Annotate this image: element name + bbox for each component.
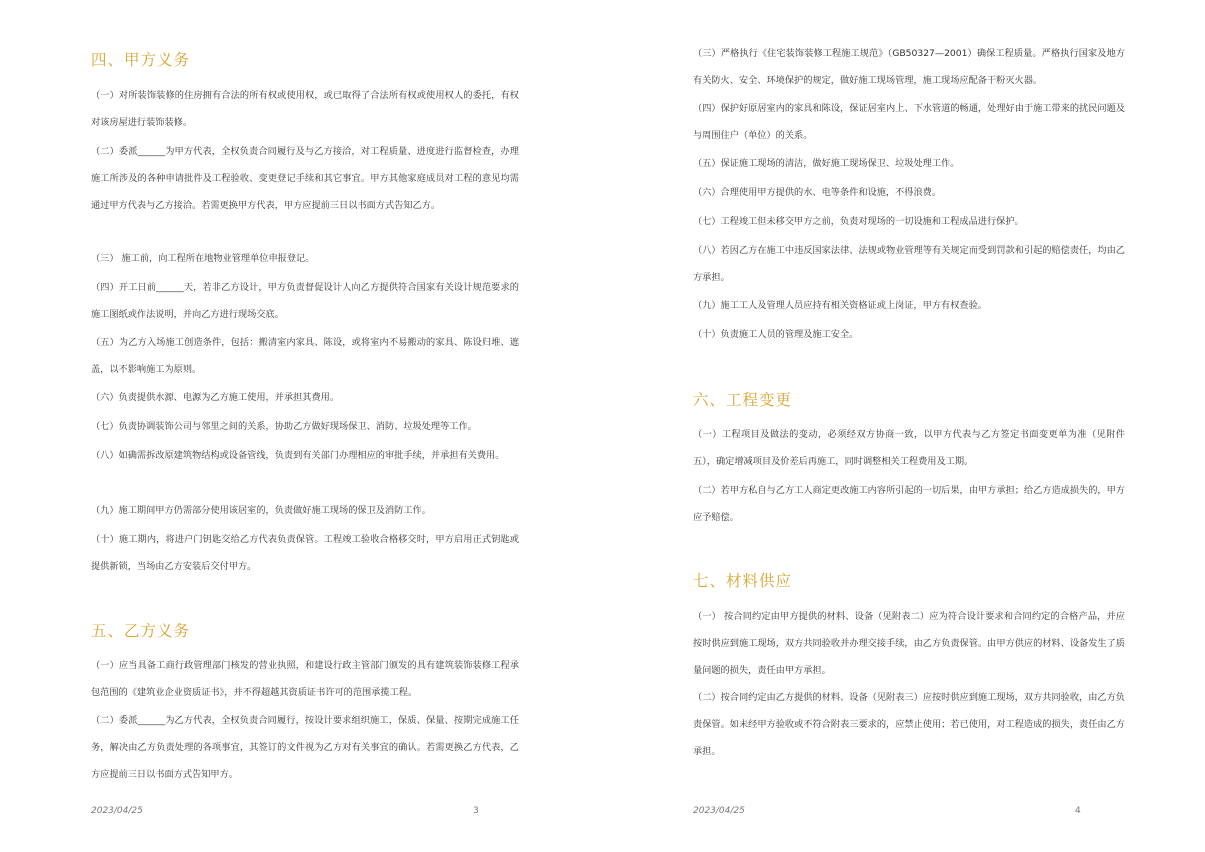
section-7-item-1: （一） 按合同约定由甲方提供的材料、设备（见附表二）应为符合设计要求和合同约定的合格产品，并应按时供应到施工现场，双方共同验收并办理交接手续，由乙方负责保管。由甲方供应的材料、设备发生了质量问题的损失，责任由甲方承担。 — [693, 611, 1125, 676]
section-4-item-4: （四）开工日前______天，若非乙方设计，甲方负责督促设计人向乙方提供符合国家有关设计规范要求的施工图纸或作法说明，并向乙方进行现场交底。 — [91, 282, 519, 320]
section-7-item-2: （二）按合同约定由乙方提供的材料、设备（见附表三）应按时供应到施工现场，双方共同验收，由乙方负责保管。如未经甲方验收或不符合附表三要求的，应禁止使用；若已使用，对工程造成的损失，责任由乙方承担。 — [693, 692, 1125, 757]
section-4-item-3: （三） 施工前，向工程所在地物业管理单位申报登记。 — [91, 253, 315, 264]
section-5-item-5: （五）保证施工现场的清洁，做好施工现场保卫、垃圾处理工作。 — [693, 158, 960, 169]
section-6-item-1: （一）工程项目及做法的变动，必须经双方协商一致，以甲方代表与乙方签定书面变更单为准（见附件五），确定增减项目及价差后再施工，同时调整相关工程费用及工期。 — [693, 429, 1125, 467]
section-4-item-10: （十）施工期内，将进户门钥匙交给乙方代表负责保管。工程竣工验收合格移交时，甲方启用正式钥匙或提供新锁，当场由乙方安装后交付甲方。 — [91, 534, 519, 572]
section-5-item-8: （八）若因乙方在施工中违反国家法律、法规或物业管理等有关规定而受到罚款和引起的赔偿责任，均由乙方承担。 — [693, 245, 1125, 283]
section-5-heading: 五、乙方义务 — [91, 622, 191, 640]
page-4 — [693, 0, 1125, 852]
page-3 — [91, 0, 519, 852]
section-5-item-3: （三）严格执行《住宅装饰装修工程施工规范》（GB50327—2001）确保工程质量。严格执行国家及地方有关防火、安全、环境保护的规定，做好施工现场管理，施工现场应配备干粉灭火器。 — [693, 48, 1125, 86]
section-4-item-8: （八）如确需拆改原建筑物结构或设备管线，负责到有关部门办理相应的审批手续，并承担有关费用。 — [91, 450, 505, 461]
section-5-item-10: （十）负责施工人员的管理及施工安全。 — [693, 329, 859, 340]
page-number: 4 — [1075, 806, 1081, 816]
section-5-item-6: （六）合理使用甲方提供的水、电等条件和设施，不得浪费。 — [693, 187, 942, 198]
section-6-heading: 六、工程变更 — [693, 391, 793, 409]
page-number: 3 — [473, 806, 479, 816]
section-4-item-6: （六）负责提供水源、电源为乙方施工使用，并承担其费用。 — [91, 392, 340, 403]
section-5-item-4: （四）保护好原居室内的家具和陈设，保证居室内上、下水管道的畅通，处理好由于施工带来的扰民问题及与周围住户（单位）的关系。 — [693, 103, 1125, 141]
section-4-item-2: （二）委派______为甲方代表，全权负责合同履行及与乙方接洽，对工程质量、进度进行监督检查，办理施工所涉及的各种申请批件及工程验收、变更登记手续和其它事宜。甲方其他家庭成员对工程的意见均需通过甲方代表与乙方接洽。若需更换甲方代表，甲方应提前三日以书面方式告知乙方。 — [91, 146, 519, 211]
section-4-item-1: （一）对所装饰装修的住房拥有合法的所有权或使用权，或已取得了合法所有权或使用权人的委托，有权对该房屋进行装饰装修。 — [91, 90, 519, 128]
section-5-item-1: （一）应当具备工商行政管理部门核发的营业执照，和建设行政主管部门颁发的具有建筑装饰装修工程承包范围的《建筑业企业资质证书》，并不得超越其资质证书许可的范围承揽工程。 — [91, 660, 519, 698]
footer-date: 2023/04/25 — [91, 806, 143, 816]
section-4-heading: 四、甲方义务 — [91, 51, 191, 69]
section-7-heading: 七、材料供应 — [693, 572, 793, 590]
section-5-item-7: （七）工程竣工但未移交甲方之前，负责对现场的一切设施和工程成品进行保护。 — [693, 216, 1024, 227]
footer-date: 2023/04/25 — [693, 806, 745, 816]
section-5-item-9: （九）施工工人及管理人员应持有相关资格证或上岗证，甲方有权查验。 — [693, 300, 987, 311]
section-4-item-9: （九）施工期间甲方仍需部分使用该居室的，负责做好施工现场的保卫及消防工作。 — [91, 505, 431, 516]
section-6-item-2: （二）若甲方私自与乙方工人商定更改施工内容所引起的一切后果，由甲方承担；给乙方造成损失的，甲方应予赔偿。 — [693, 485, 1125, 523]
section-4-item-5: （五）为乙方入场施工创造条件，包括：搬清室内家具、陈设，或将室内不易搬动的家具、陈设归堆、遮盖，以不影响施工为原则。 — [91, 337, 519, 375]
section-5-item-2: （二）委派______为乙方代表，全权负责合同履行，按设计要求组织施工，保质、保量、按期完成施工任务，解决由乙方负责处理的各项事宜，其签订的文件视为乙方对有关事宜的确认。若需更换乙方代表，乙方应提前三日以书面方式告知甲方。 — [91, 715, 519, 780]
section-4-item-7: （七）负责协调装饰公司与邻里之间的关系，协助乙方做好现场保卫、消防、垃圾处理等工作。 — [91, 421, 477, 432]
